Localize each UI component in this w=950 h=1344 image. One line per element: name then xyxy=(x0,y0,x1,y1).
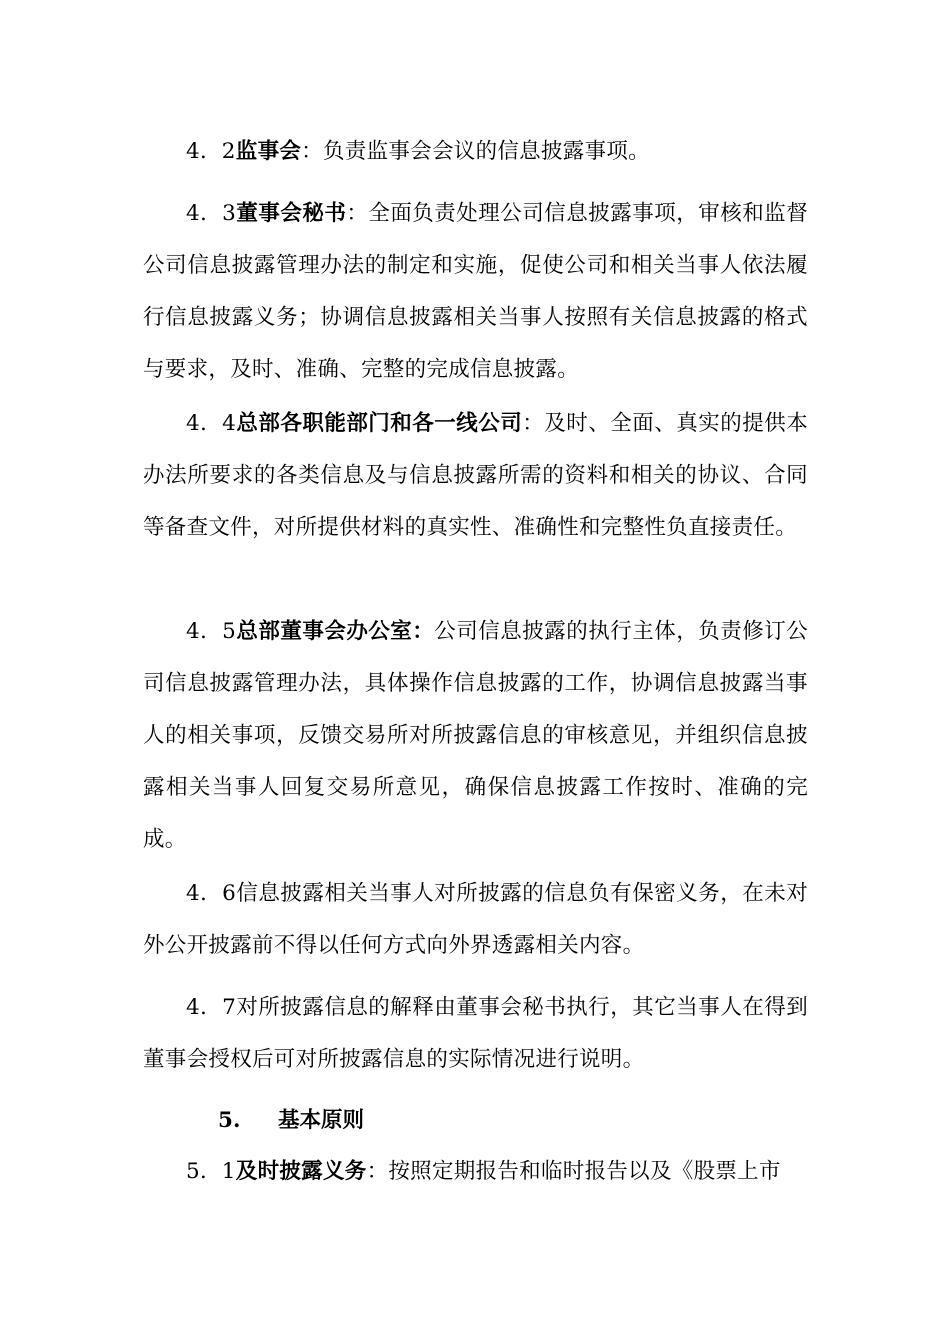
section-title: 基本原则 xyxy=(278,1108,365,1133)
paragraph-number: 4．6 xyxy=(186,881,237,906)
paragraph-bold-term: 监事会 xyxy=(235,139,302,164)
section-number: 5. xyxy=(218,1108,241,1133)
paragraph-text: 公司信息披露的执行主体，负责修订公司信息披露管理办法，具体操作信息披露的工作，协调信息披露当事人的相关事项，反馈交易所对所披露信息的审核意见，并组织信息披露相关当事人回复交易所意见，确保信息披露工作按时、准确的完成。 xyxy=(143,619,808,852)
paragraph-text: 信息披露相关当事人对所披露的信息负有保密义务，在未对外公开披露前不得以任何方式向外界透露相关内容。 xyxy=(143,881,808,958)
section-heading xyxy=(218,1098,364,1144)
paragraph-text: ：负责监事会会议的信息披露事项。 xyxy=(301,139,650,164)
paragraph-bold-term: 总部各职能部门和各一线公司 xyxy=(236,411,523,436)
paragraph-bold-term: 总部董事会办公室： xyxy=(236,619,435,644)
paragraph-bold-term: 及时披露义务 xyxy=(235,1159,367,1184)
paragraph-text: 对所披露信息的解释由董事会秘书执行，其它当事人在得到董事会授权后可对所披露信息的实际情况进行说明。 xyxy=(143,995,808,1072)
paragraph-4-4 xyxy=(143,398,808,554)
paragraph-4-6 xyxy=(143,868,808,972)
paragraph-5-1 xyxy=(143,1146,808,1198)
paragraph-number: 4．5 xyxy=(186,619,237,644)
paragraph-text: ：按照定期报告和临时报告以及《股票上市 xyxy=(366,1159,781,1184)
paragraph-bold-term: 董事会秘书 xyxy=(236,201,347,226)
paragraph-number: 4．3 xyxy=(186,201,237,226)
paragraph-number: 4．4 xyxy=(186,411,237,436)
paragraph-number: 4．2 xyxy=(186,139,236,164)
paragraph-4-5 xyxy=(143,606,808,866)
paragraph-text: ：全面负责处理公司信息披露事项，审核和监督公司信息披露管理办法的制定和实施，促使公司和相关当事人依法履行信息披露义务；协调信息披露相关当事人按照有关信息披露的格式与要求，及时、准确、完整的完成信息披露。 xyxy=(143,201,808,382)
paragraph-4-3 xyxy=(143,188,808,396)
paragraph-4-7 xyxy=(143,982,808,1086)
paragraph-number: 5．1 xyxy=(186,1159,236,1184)
paragraph-4-2 xyxy=(143,126,808,178)
paragraph-text: ：及时、全面、真实的提供本办法所要求的各类信息及与信息披露所需的资料和相关的协议、合同等备查文件，对所提供材料的真实性、准确性和完整性负直接责任。 xyxy=(143,411,809,540)
paragraph-number: 4．7 xyxy=(186,995,237,1020)
